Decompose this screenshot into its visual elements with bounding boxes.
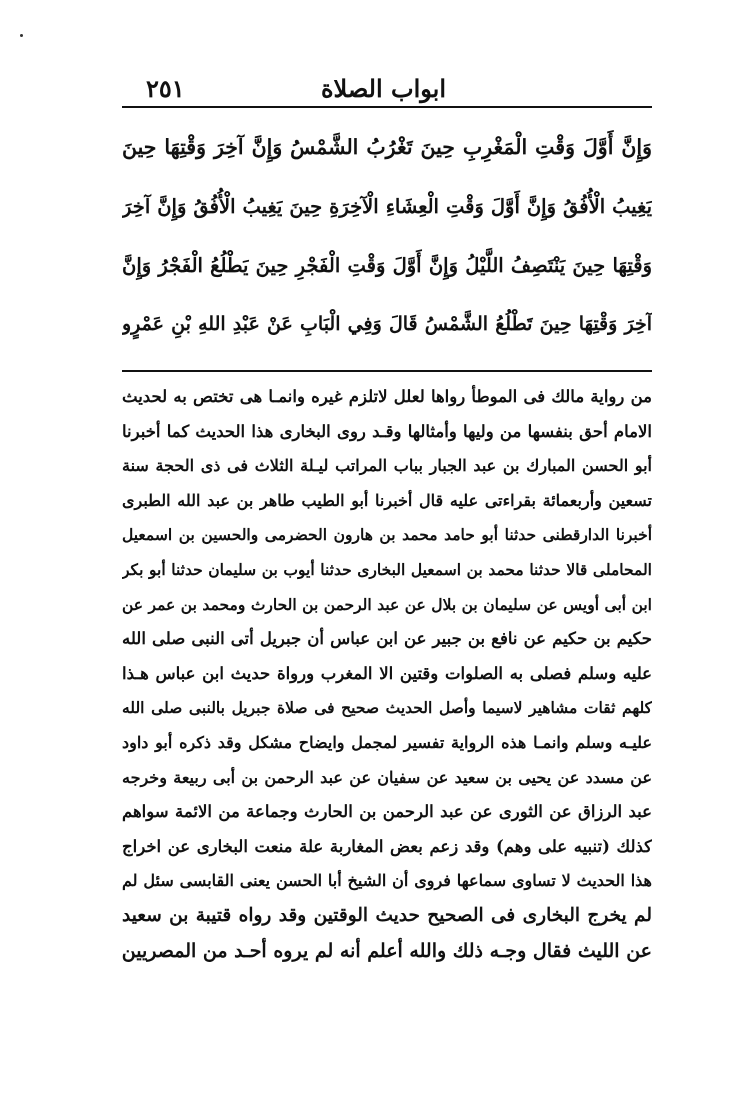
hadith-line: آخِرَ وَقْتِهَا حِينَ تَطْلُعُ الشَّمْسُ قَالَ وَفِي الْبَابِ عَنْ عَبْدِ اللهِ بْنِ عَمْرٍو [122,313,652,335]
chapter-title: ابواب الصلاة [320,74,446,103]
commentary-line: أبو الحسن المبارك بن عبد الجبار بباب المراتب ليـلة الثلاث فى ذى الحجة سنة [122,456,652,476]
commentary-line: أخبرنا الدارقطنى حدثنا أبو حامد محمد بن هارون الحضرمى والحسين بن اسمعيل [122,525,652,545]
hadith-text [122,118,652,354]
hadith-line: وَقْتِهَا حِينَ يَنْتَصِفُ اللَّيْلُ وَإِنَّ أَوَّلَ وَقْتِ الْفَجْرِ حِينَ يَطْلُعُ الْفَجْرُ وَإِنَّ [122,254,652,277]
header-rule [122,106,652,108]
commentary-line: عن مسدد عن يحيى بن سعيد عن سفيان عن عبد الرحمن بن أبى ربيعة وخرجه [122,767,652,787]
commentary-line: عن الليث فقال وجـه ذلك والله أعلم أنه لم يروه أحـد من المصريين [122,939,652,962]
commentary-line: عبد الرزاق عن الثورى عن عبد الرحمن بن الحارث وجماعة من الائمة سواهم [122,802,652,822]
hadith-line: يَغِيبُ الْأُفُقُ وَإِنَّ أَوَّلَ وَقْتِ الْعِشَاءِ الْآخِرَةِ حِينَ يَغِيبُ الْأُفُقُ وَإِنَّ آخِرَ [122,195,652,218]
commentary-line: ابن أبى أويس عن سليمان بن بلال عن عبد الرحمن بن الحارث ومحمد بن عمر عن [122,594,652,614]
scan-speck [20,34,23,37]
commentary-line: تسعين وأربعمائة بقراءتى عليه قال أخبرنا أبو الطيب طاهر بن عبد الله الطبرى [122,490,652,510]
commentary-line: هذا الحديث لا تساوى سماعها فروى أن الشيخ أبا الحسن يعنى القابسى سئل لم [122,871,652,891]
commentary-line: عليـه وسلم وانمـا هذه الرواية تفسير لمجمل وايضاح مشكل وقد ذكره أبو داود [122,732,652,752]
commentary-rule [122,370,652,372]
commentary-line: الامام أحق بنفسها من وليها وأمثالها وقـد روى البخارى هذا الحديث كما أخبرنا [122,421,652,441]
commentary-line: من رواية مالك فى الموطأ رواها لعلل لاتلزم غيره وانمـا هى تختص به لحديث [122,387,652,406]
commentary-line: كذلك (تنبيه على وهم) وقد زعم بعض المغاربة علة منعت البخارى عن اخراج [122,836,652,856]
page-number: ٢٥١ [146,74,185,103]
commentary-line: كلهم ثقات مشاهير لاسيما وأصل الحديث صحيح فى صلاة جبريل بالنبى صلى الله [122,698,652,718]
running-header [122,74,652,106]
hadith-line: وَإِنَّ أَوَّلَ وَقْتِ الْمَغْرِبِ حِينَ تَغْرُبُ الشَّمْسُ وَإِنَّ آخِرَ وَقْتِهَا حِينَ [122,135,652,159]
commentary-text [122,380,652,968]
commentary-line: المحاملى قالا حدثنا محمد بن اسمعيل البخارى حدثنا أيوب بن سليمان حدثنا أبو بكر [122,559,652,579]
commentary-line: حكيم بن حكيم عن نافع بن جبير عن ابن عباس أن جبريل أتى النبى صلى الله [122,629,652,649]
commentary-line: عليه وسلم فصلى به الصلوات وقتين الا المغرب ورواة حديث ابن عباس هـذا [122,663,652,683]
commentary-line: لم يخرج البخارى فى الصحيح حديث الوقتين وقد رواه قتيبة بن سعيد [122,904,652,926]
